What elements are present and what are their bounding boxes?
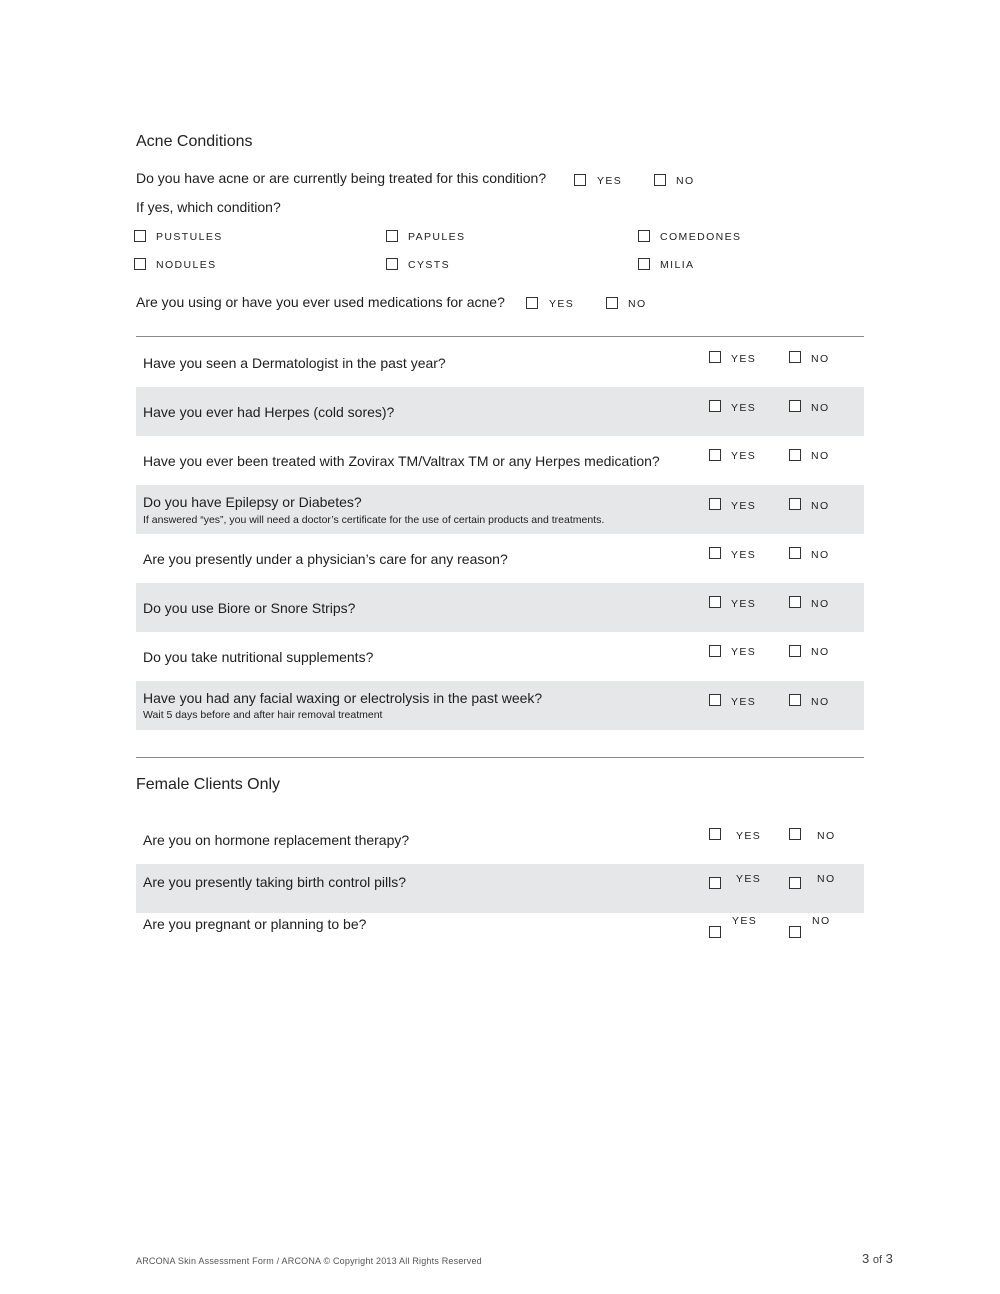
acne-meds-yes-checkbox[interactable]	[526, 297, 538, 309]
condition-cysts-label: CYSTS	[408, 259, 451, 271]
herpes-no-checkbox[interactable]	[789, 400, 801, 412]
herpes-no-label: NO	[811, 402, 830, 414]
condition-milia-label: MILIA	[660, 259, 695, 271]
epilepsy-yes-checkbox[interactable]	[709, 498, 721, 510]
condition-comedones-checkbox[interactable]	[638, 230, 650, 242]
condition-cysts-checkbox[interactable]	[386, 258, 398, 270]
female-question-birth-control: Are you presently taking birth control pills?	[143, 874, 407, 890]
pregnant-no-label: NO	[812, 915, 831, 927]
section-divider	[136, 757, 864, 758]
acne-meds-no-checkbox[interactable]	[606, 297, 618, 309]
female-question-pregnant: Are you pregnant or planning to be?	[143, 916, 367, 932]
acne-question: Do you have acne or are currently being treated for this condition?	[136, 170, 547, 186]
condition-nodules-checkbox[interactable]	[134, 258, 146, 270]
supplements-no-label: NO	[811, 646, 830, 658]
waxing-yes-checkbox[interactable]	[709, 694, 721, 706]
health-question-biore: Do you use Biore or Snore Strips?	[143, 600, 356, 616]
acne-yes-checkbox[interactable]	[574, 174, 586, 186]
waxing-no-checkbox[interactable]	[789, 694, 801, 706]
physician-yes-label: YES	[731, 549, 757, 561]
condition-milia-checkbox[interactable]	[638, 258, 650, 270]
pregnant-no-checkbox[interactable]	[789, 926, 801, 938]
acne-meds-yes-label: YES	[549, 298, 575, 310]
acne-if-yes-prompt: If yes, which condition?	[136, 199, 281, 215]
health-question-zovirax: Have you ever been treated with Zovirax TM/Valtrax TM or any Herpes medication?	[143, 453, 660, 469]
biore-yes-label: YES	[731, 598, 757, 610]
physician-no-label: NO	[811, 549, 830, 561]
hormone-yes-label: YES	[736, 830, 762, 842]
page-number	[862, 1251, 893, 1266]
epilepsy-no-checkbox[interactable]	[789, 498, 801, 510]
herpes-yes-label: YES	[731, 402, 757, 414]
pregnant-yes-checkbox[interactable]	[709, 926, 721, 938]
page-of: of	[872, 1254, 883, 1266]
birth-control-no-label: NO	[817, 873, 836, 885]
zovirax-no-label: NO	[811, 450, 830, 462]
epilepsy-no-label: NO	[811, 500, 830, 512]
dermatologist-no-label: NO	[811, 353, 830, 365]
herpes-yes-checkbox[interactable]	[709, 400, 721, 412]
female-section-title: Female Clients Only	[136, 776, 281, 793]
health-question-dermatologist: Have you seen a Dermatologist in the past year?	[143, 355, 446, 371]
supplements-yes-checkbox[interactable]	[709, 645, 721, 657]
acne-no-label: NO	[676, 175, 695, 187]
biore-yes-checkbox[interactable]	[709, 596, 721, 608]
hormone-yes-checkbox[interactable]	[709, 828, 721, 840]
biore-no-label: NO	[811, 598, 830, 610]
supplements-no-checkbox[interactable]	[789, 645, 801, 657]
zovirax-yes-checkbox[interactable]	[709, 449, 721, 461]
health-question-physician: Are you presently under a physician’s care for any reason?	[143, 551, 508, 567]
waxing-no-label: NO	[811, 696, 830, 708]
birth-control-yes-label: YES	[736, 873, 762, 885]
health-question-herpes: Have you ever had Herpes (cold sores)?	[143, 404, 395, 420]
dermatologist-no-checkbox[interactable]	[789, 351, 801, 363]
birth-control-no-checkbox[interactable]	[789, 877, 801, 889]
condition-pustules-checkbox[interactable]	[134, 230, 146, 242]
page-current: 3	[862, 1251, 870, 1266]
physician-yes-checkbox[interactable]	[709, 547, 721, 559]
physician-no-checkbox[interactable]	[789, 547, 801, 559]
health-note-waxing: Wait 5 days before and after hair removal treatment	[143, 709, 383, 721]
hormone-no-checkbox[interactable]	[789, 828, 801, 840]
health-question-epilepsy: Do you have Epilepsy or Diabetes?	[143, 494, 362, 510]
epilepsy-yes-label: YES	[731, 500, 757, 512]
acne-yes-label: YES	[597, 175, 623, 187]
biore-no-checkbox[interactable]	[789, 596, 801, 608]
waxing-yes-label: YES	[731, 696, 757, 708]
condition-papules-label: PAPULES	[408, 231, 466, 243]
page-total: 3	[885, 1251, 893, 1266]
acne-medications-question: Are you using or have you ever used medications for acne?	[136, 294, 505, 310]
section-divider	[136, 336, 864, 337]
health-question-waxing: Have you had any facial waxing or electrolysis in the past week?	[143, 690, 543, 706]
zovirax-no-checkbox[interactable]	[789, 449, 801, 461]
female-question-hormone: Are you on hormone replacement therapy?	[143, 832, 410, 848]
condition-papules-checkbox[interactable]	[386, 230, 398, 242]
hormone-no-label: NO	[817, 830, 836, 842]
pregnant-yes-label: YES	[732, 915, 758, 927]
health-note-epilepsy: If answered “yes”, you will need a doctor’s certificate for the use of certain products and treatments.	[143, 514, 605, 526]
birth-control-yes-checkbox[interactable]	[709, 877, 721, 889]
acne-meds-no-label: NO	[628, 298, 647, 310]
supplements-yes-label: YES	[731, 646, 757, 658]
health-question-supplements: Do you take nutritional supplements?	[143, 649, 374, 665]
zovirax-yes-label: YES	[731, 450, 757, 462]
condition-comedones-label: COMEDONES	[660, 231, 742, 243]
dermatologist-yes-checkbox[interactable]	[709, 351, 721, 363]
acne-no-checkbox[interactable]	[654, 174, 666, 186]
dermatologist-yes-label: YES	[731, 353, 757, 365]
acne-section-title: Acne Conditions	[136, 133, 253, 150]
footer-copyright: ARCONA Skin Assessment Form / ARCONA © Copyright 2013 All Rights Reserved	[136, 1256, 482, 1266]
condition-nodules-label: NODULES	[156, 259, 217, 271]
condition-pustules-label: PUSTULES	[156, 231, 223, 243]
